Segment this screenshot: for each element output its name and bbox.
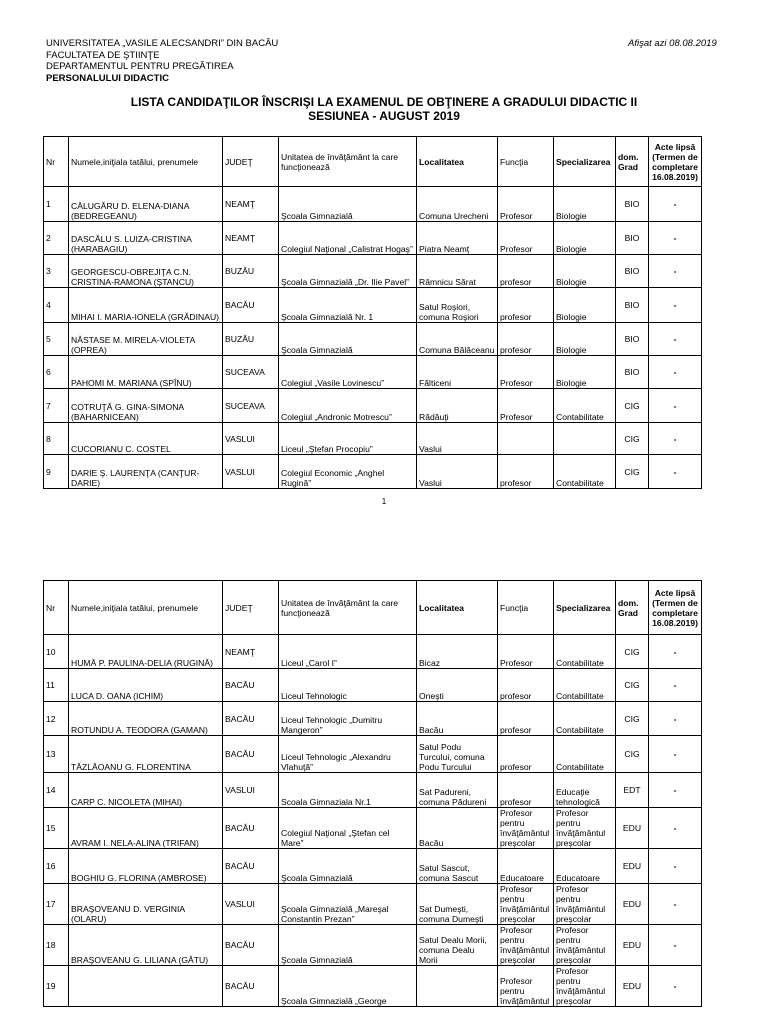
cell-school: Colegiul „Vasile Lovinescu” (279, 356, 417, 389)
column-header-nr: Nr (44, 581, 69, 635)
cell-domain: BIO (616, 222, 649, 255)
cell-function: profesor (498, 323, 554, 356)
cell-domain: CIG (616, 423, 649, 455)
document-subtitle: SESIUNEA - AUGUST 2019 (308, 109, 460, 123)
cell-locality: Oneşti (417, 669, 498, 702)
cell-county: BACĂU (223, 925, 279, 966)
cell-locality: Piatra Neamţ (417, 222, 498, 255)
cell-nr: 18 (44, 925, 69, 966)
header-line: PERSONALULUI DIDACTIC (46, 72, 169, 84)
cell-domain: EDU (616, 966, 649, 1007)
cell-nr: 12 (44, 702, 69, 736)
cell-locality: Comuna Urecheni (417, 187, 498, 222)
cell-county: BUZĂU (223, 255, 279, 288)
cell-name: CUCORIANU C. COSTEL (69, 423, 223, 455)
cell-name: DARIE Ş. LAURENŢA (CANŢUR-DARIE) (69, 455, 223, 489)
cell-locality: Râmnicu Sărat (417, 255, 498, 288)
cell-name: MIHAI I. MARIA-IONELA (GRĂDINAU) (69, 288, 223, 323)
cell-nr: 3 (44, 255, 69, 288)
cell-specialization (554, 423, 616, 455)
cell-county: BACĂU (223, 702, 279, 736)
column-header-function: Funcţia (498, 137, 554, 187)
cell-missing: - (649, 808, 702, 849)
cell-missing: - (649, 323, 702, 356)
cell-domain: CIG (616, 389, 649, 423)
cell-missing: - (649, 849, 702, 884)
cell-nr: 9 (44, 455, 69, 489)
cell-school: Liceul „Carol I” (279, 635, 417, 669)
cell-specialization: Educaţie tehnologică (554, 773, 616, 808)
cell-nr: 1 (44, 187, 69, 222)
table-row (44, 423, 702, 455)
cell-school: Şcoala Gimnazială „Mareşal Constantin Prezan” (279, 884, 417, 925)
cell-function: Educatoare (498, 849, 554, 884)
cell-domain: CIG (616, 702, 649, 736)
cell-name: GEORGESCU-OBREJIŢA C.N. CRISTINA-RAMONA (ŞTANCU) (69, 255, 223, 288)
column-header-county: JUDEŢ (223, 581, 279, 635)
column-header-domain: dom. Grad (616, 581, 649, 635)
cell-school: Colegiul Naţional „Ştefan cel Mare” (279, 808, 417, 849)
posted-date: Afişat azi 08.08.2019 (628, 38, 717, 49)
cell-nr: 6 (44, 356, 69, 389)
cell-name: ROTUNDU A. TEODORA (GAMAN) (69, 702, 223, 736)
cell-name: DASCĂLU S. LUIZA-CRISTINA (HARABAGIU) (69, 222, 223, 255)
cell-domain: BIO (616, 356, 649, 389)
cell-school: Şcoala Gimnazială (279, 187, 417, 222)
cell-domain: BIO (616, 255, 649, 288)
cell-domain: CIG (616, 736, 649, 773)
cell-school: Scoala Gimnaziala Nr.1 (279, 773, 417, 808)
table-row (44, 288, 702, 323)
table-row (44, 635, 702, 669)
cell-school: Liceul Tehnologic „Alexandru Vlahuţă” (279, 736, 417, 773)
cell-function (498, 423, 554, 455)
cell-specialization: Biologie (554, 222, 616, 255)
table-row (44, 773, 702, 808)
table-row (44, 255, 702, 288)
cell-missing: - (649, 255, 702, 288)
cell-county: VASLUI (223, 455, 279, 489)
cell-school: Liceul Tehnologic „Dumitru Mangeron” (279, 702, 417, 736)
table-row (44, 187, 702, 222)
page-number: 1 (381, 497, 387, 506)
cell-specialization: Contabilitate (554, 455, 616, 489)
cell-missing: - (649, 222, 702, 255)
cell-missing: - (649, 702, 702, 736)
cell-specialization: Profesor pentru învăţământul preşcolar (554, 884, 616, 925)
cell-county: BACĂU (223, 849, 279, 884)
cell-function: profesor (498, 702, 554, 736)
cell-domain: BIO (616, 323, 649, 356)
cell-name: HUMĂ P. PAULINA-DELIA (RUGINĂ) (69, 635, 223, 669)
cell-locality: Satul Podu Turcului, comuna Podu Turcului (417, 736, 498, 773)
cell-domain: BIO (616, 288, 649, 323)
column-header-function: Funcţia (498, 581, 554, 635)
column-header-school: Unitatea de învăţământ la care funcţionează (279, 581, 417, 635)
cell-school: Colegiul „Andronic Motrescu” (279, 389, 417, 423)
cell-locality: Satul Roşiori, comuna Roşiori (417, 288, 498, 323)
table-row (44, 389, 702, 423)
cell-missing: - (649, 736, 702, 773)
cell-missing: - (649, 389, 702, 423)
column-header-domain: dom. Grad (616, 137, 649, 187)
cell-missing: - (649, 423, 702, 455)
cell-name: BRAŞOVEANU D. VERGINIA (OLARU) (69, 884, 223, 925)
cell-function: Profesor pentru învăţământul preşcolar (498, 925, 554, 966)
cell-locality: Sat Padureni, comuna Pădureni (417, 773, 498, 808)
cell-function: profesor (498, 773, 554, 808)
cell-domain: EDU (616, 808, 649, 849)
cell-function: profesor (498, 669, 554, 702)
cell-county: SUCEAVA (223, 389, 279, 423)
cell-domain: EDU (616, 925, 649, 966)
cell-name: LUCA D. OANA (ICHIM) (69, 669, 223, 702)
column-header-name: Numele,iniţiala tatălui, prenumele (69, 137, 223, 187)
cell-locality: Rădăuţi (417, 389, 498, 423)
cell-nr: 14 (44, 773, 69, 808)
cell-nr: 19 (44, 966, 69, 1007)
cell-missing: - (649, 635, 702, 669)
table-row (44, 222, 702, 255)
cell-domain: EDU (616, 884, 649, 925)
cell-locality: Fălticeni (417, 356, 498, 389)
cell-domain: EDT (616, 773, 649, 808)
cell-specialization: Biologie (554, 187, 616, 222)
header-line: DEPARTAMENTUL PENTRU PREGĂTIREA (46, 61, 234, 72)
table-header-row (44, 137, 702, 187)
column-header-county: JUDEŢ (223, 137, 279, 187)
cell-locality: Vaslui (417, 423, 498, 455)
cell-name: PAHOMI M. MARIANA (SPÎNU) (69, 356, 223, 389)
cell-name (69, 966, 223, 1007)
column-header-missing: Acte lipsă (Termen de completare 16.08.2019) (649, 137, 702, 187)
cell-county: VASLUI (223, 884, 279, 925)
table-header-row (44, 581, 702, 635)
cell-specialization: Contabilitate (554, 669, 616, 702)
cell-domain: BIO (616, 187, 649, 222)
cell-school: Şcoala Gimnazială (279, 925, 417, 966)
cell-name: BRAŞOVEANU G. LILIANA (GÂTU) (69, 925, 223, 966)
column-header-specialization: Specializarea (554, 137, 616, 187)
candidates-table-page1 (43, 136, 702, 489)
candidates-table-page2 (43, 580, 702, 1007)
cell-school: Colegiul Economic „Anghel Rugină” (279, 455, 417, 489)
table-row (44, 736, 702, 773)
cell-function: profesor (498, 255, 554, 288)
cell-nr: 8 (44, 423, 69, 455)
cell-nr: 16 (44, 849, 69, 884)
column-header-missing: Acte lipsă (Termen de completare 16.08.2019) (649, 581, 702, 635)
cell-name: CARP C. NICOLETA (MIHAI) (69, 773, 223, 808)
cell-domain: CIG (616, 669, 649, 702)
cell-county: VASLUI (223, 773, 279, 808)
table-row (44, 455, 702, 489)
cell-specialization: Contabilitate (554, 635, 616, 669)
cell-name: COTRUŢĂ G. GINA-SIMONA (BAHARNICEAN) (69, 389, 223, 423)
cell-missing: - (649, 455, 702, 489)
cell-domain: CIG (616, 635, 649, 669)
cell-county: VASLUI (223, 423, 279, 455)
cell-nr: 7 (44, 389, 69, 423)
cell-locality (417, 966, 498, 1007)
cell-specialization: Contabilitate (554, 702, 616, 736)
cell-school: Şcoala Gimnazială Nr. 1 (279, 288, 417, 323)
cell-function: Profesor (498, 389, 554, 423)
cell-function: Profesor pentru învăţământul (498, 966, 554, 1007)
cell-specialization: Biologie (554, 255, 616, 288)
cell-name: BOGHIU G. FLORINA (AMBROSE) (69, 849, 223, 884)
cell-school: Liceul Tehnologic (279, 669, 417, 702)
column-header-specialization: Specializarea (554, 581, 616, 635)
cell-missing: - (649, 884, 702, 925)
cell-missing: - (649, 288, 702, 323)
cell-specialization: Contabilitate (554, 736, 616, 773)
header-line: FACULTATEA DE ŞTIINŢE (46, 49, 160, 61)
cell-nr: 5 (44, 323, 69, 356)
cell-function: profesor (498, 455, 554, 489)
cell-county: BUZĂU (223, 323, 279, 356)
document-title: LISTA CANDIDAŢILOR ÎNSCRIŞI LA EXAMENUL DE OBŢINERE A GRADULUI DIDACTIC II (130, 95, 638, 109)
cell-locality: Sat Dumeşti, comuna Dumeşti (417, 884, 498, 925)
cell-nr: 10 (44, 635, 69, 669)
cell-nr: 17 (44, 884, 69, 925)
table-row (44, 323, 702, 356)
cell-specialization: Contabilitate (554, 389, 616, 423)
cell-specialization: Profesor pentru învăţământul preşcolar (554, 925, 616, 966)
cell-nr: 13 (44, 736, 69, 773)
cell-function: profesor (498, 736, 554, 773)
cell-specialization: Profesor pentru învăţământul preşcolar (554, 808, 616, 849)
column-header-locality: Localitatea (417, 581, 498, 635)
cell-specialization: Educatoare (554, 849, 616, 884)
cell-school: Colegiul Naţional „Calistrat Hogaş” (279, 222, 417, 255)
cell-school: Şcoala Gimnazială (279, 849, 417, 884)
column-header-school: Unitatea de învăţământ la care funcţionează (279, 137, 417, 187)
cell-county: BACĂU (223, 808, 279, 849)
table-row (44, 808, 702, 849)
cell-missing: - (649, 966, 702, 1007)
cell-locality: Bacău (417, 808, 498, 849)
cell-function: Profesor (498, 635, 554, 669)
cell-missing: - (649, 356, 702, 389)
cell-locality: Satul Sascut, comuna Sascut (417, 849, 498, 884)
cell-locality: Satul Dealu Morii, comuna Dealu Morii (417, 925, 498, 966)
cell-nr: 11 (44, 669, 69, 702)
cell-nr: 15 (44, 808, 69, 849)
cell-locality: Vaslui (417, 455, 498, 489)
cell-county: BACĂU (223, 669, 279, 702)
table-row (44, 966, 702, 1007)
header-line: UNIVERSITATEA „VASILE ALECSANDRI” DIN BACĂU (46, 38, 279, 49)
column-header-nr: Nr (44, 137, 69, 187)
cell-county: BACĂU (223, 966, 279, 1007)
cell-missing: - (649, 187, 702, 222)
cell-locality: Comuna Bălăceanu (417, 323, 498, 356)
institution-header (46, 38, 278, 84)
cell-school: Şcoala Gimnazială (279, 323, 417, 356)
cell-name: CĂLUGĂRU D. ELENA-DIANA (BEDREGEANU) (69, 187, 223, 222)
cell-county: NEAMŢ (223, 635, 279, 669)
cell-function: Profesor (498, 222, 554, 255)
cell-domain: EDU (616, 849, 649, 884)
cell-function: profesor (498, 288, 554, 323)
cell-function: Profesor (498, 356, 554, 389)
cell-missing: - (649, 669, 702, 702)
table-row (44, 356, 702, 389)
column-header-name: Numele,iniţiala tatălui, prenumele (69, 581, 223, 635)
cell-school: Şcoala Gimnazială „Dr. Ilie Pavel” (279, 255, 417, 288)
table-row (44, 925, 702, 966)
cell-function: Profesor pentru învăţământul preşcolar (498, 884, 554, 925)
cell-county: BACĂU (223, 288, 279, 323)
cell-school: Şcoala Gimnazială „George (279, 966, 417, 1007)
cell-missing: - (649, 773, 702, 808)
cell-school: Liceul „Ştefan Procopiu” (279, 423, 417, 455)
cell-name: NĂSTASE M. MIRELA-VIOLETA (OPREA) (69, 323, 223, 356)
cell-locality: Bacău (417, 702, 498, 736)
cell-county: NEAMŢ (223, 187, 279, 222)
cell-domain: CIG (616, 455, 649, 489)
table-row (44, 669, 702, 702)
table-row (44, 884, 702, 925)
cell-locality: Bicaz (417, 635, 498, 669)
cell-specialization: Biologie (554, 323, 616, 356)
cell-name: TĂZLĂOANU G. FLORENTINA (69, 736, 223, 773)
cell-specialization: Biologie (554, 356, 616, 389)
column-header-locality: Localitatea (417, 137, 498, 187)
table-row (44, 849, 702, 884)
cell-nr: 2 (44, 222, 69, 255)
cell-county: BACĂU (223, 736, 279, 773)
cell-county: NEAMŢ (223, 222, 279, 255)
table-row (44, 702, 702, 736)
cell-missing: - (649, 925, 702, 966)
cell-name: AVRAM I. NELA-ALINA (TRIFAN) (69, 808, 223, 849)
cell-function: Profesor (498, 187, 554, 222)
cell-nr: 4 (44, 288, 69, 323)
cell-specialization: Biologie (554, 288, 616, 323)
cell-county: SUCEAVA (223, 356, 279, 389)
cell-specialization: Profesor pentru învăţământul preşcolar (554, 966, 616, 1007)
cell-function: Profesor pentru învăţământul preşcolar (498, 808, 554, 849)
